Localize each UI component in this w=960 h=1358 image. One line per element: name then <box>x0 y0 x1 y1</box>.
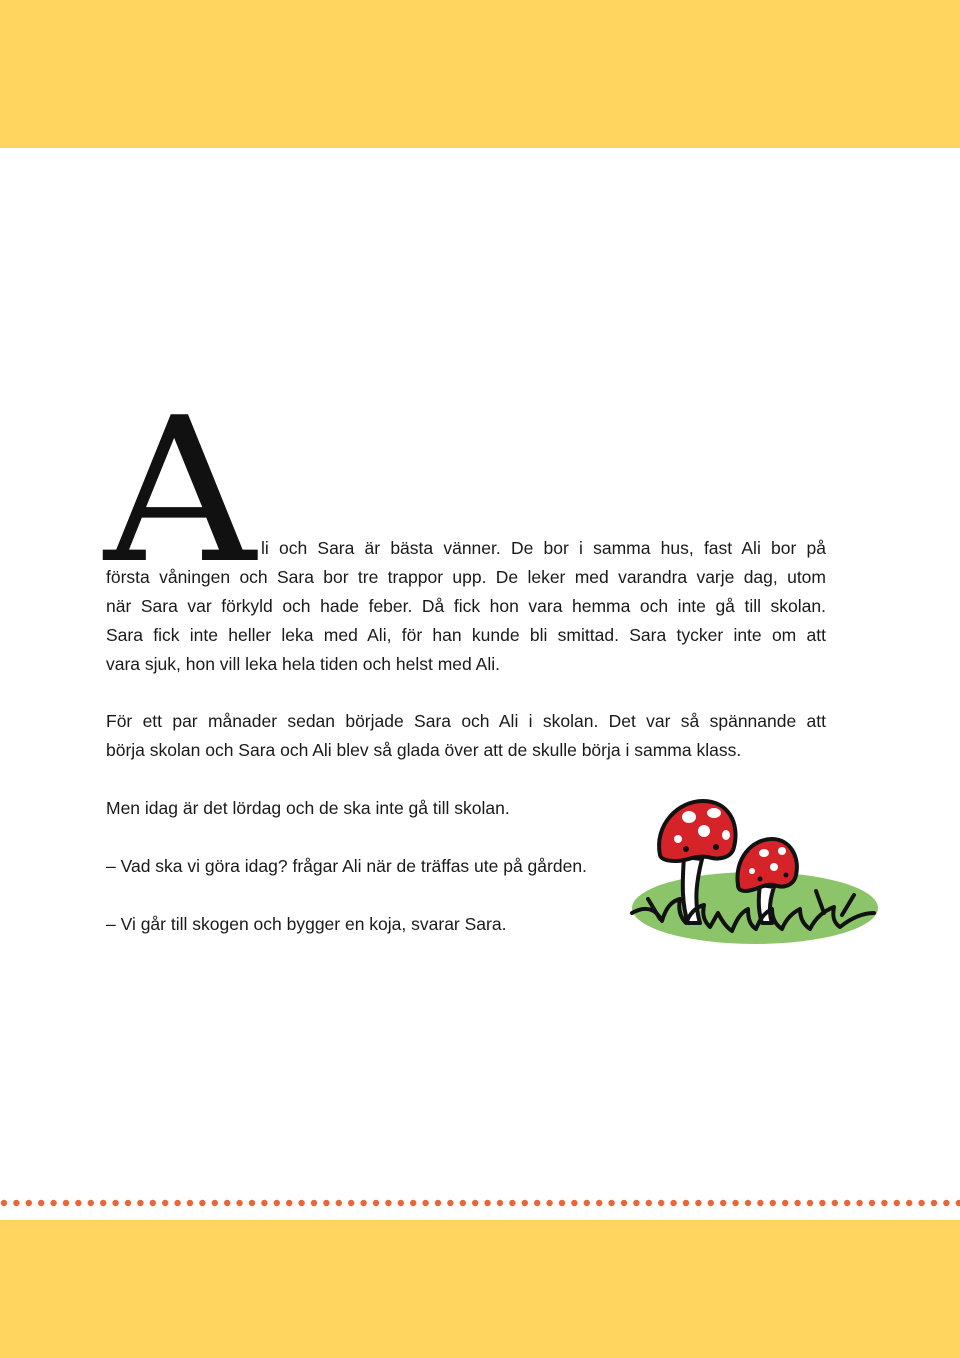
divider-dot <box>782 1200 788 1206</box>
text-line: Men idag är det lördag och de ska inte gå till skolan. <box>106 798 510 818</box>
divider-dot <box>75 1200 81 1206</box>
divider-dot <box>546 1200 552 1206</box>
divider-dot <box>807 1200 813 1206</box>
paragraph-intro <box>106 534 826 679</box>
divider-dot <box>869 1200 875 1206</box>
divider-dot <box>745 1200 751 1206</box>
divider-dot <box>757 1200 763 1206</box>
divider-dot <box>956 1200 960 1206</box>
divider-dot <box>422 1200 428 1206</box>
divider-dot <box>658 1200 664 1206</box>
divider-dot <box>646 1200 652 1206</box>
divider-dot <box>261 1200 267 1206</box>
divider-dot <box>323 1200 329 1206</box>
text-line: vara sjuk, hon vill leka hela tiden och helst med Ali. <box>106 654 500 674</box>
divider-dot <box>125 1200 131 1206</box>
text-line: första våningen och Sara bor tre trappor upp. De leker med varandra varje dag, utom <box>106 567 826 587</box>
divider-dot <box>596 1200 602 1206</box>
divider-dot <box>286 1200 292 1206</box>
divider-dot <box>311 1200 317 1206</box>
divider-dot <box>398 1200 404 1206</box>
top-yellow-band <box>0 0 960 148</box>
divider-dot <box>683 1200 689 1206</box>
text-line: För ett par månader sedan började Sara och Ali i skolan. Det var så spännande att <box>106 711 826 731</box>
divider-dot <box>695 1200 701 1206</box>
divider-dot <box>385 1200 391 1206</box>
divider-dot <box>522 1200 528 1206</box>
divider-dot <box>708 1200 714 1206</box>
divider-dot <box>162 1200 168 1206</box>
divider-dot <box>38 1200 44 1206</box>
divider-dot <box>497 1200 503 1206</box>
divider-dot <box>435 1200 441 1206</box>
text-line: Sara fick inte heller leka med Ali, för han kunde bli smittad. Sara tycker inte om att <box>106 625 826 645</box>
paragraph-school <box>106 707 826 765</box>
divider-dot <box>336 1200 342 1206</box>
divider-dot <box>633 1200 639 1206</box>
divider-dot <box>534 1200 540 1206</box>
divider-dot <box>770 1200 776 1206</box>
divider-dot <box>732 1200 738 1206</box>
divider-dot <box>943 1200 949 1206</box>
divider-dot <box>212 1200 218 1206</box>
divider-dot <box>249 1200 255 1206</box>
divider-dot <box>472 1200 478 1206</box>
divider-dot <box>13 1200 19 1206</box>
small-mushroom-cap <box>737 839 796 891</box>
bottom-yellow-band <box>0 1220 960 1358</box>
divider-dot <box>199 1200 205 1206</box>
divider-dot <box>360 1200 366 1206</box>
divider-dot <box>100 1200 106 1206</box>
divider-dot <box>274 1200 280 1206</box>
text-line: – Vad ska vi göra idag? frågar Ali när de träffas ute på gården. <box>106 856 587 876</box>
divider-dot <box>621 1200 627 1206</box>
text-line: när Sara var förkyld och hade feber. Då fick hon vara hemma och inte gå till skolan. <box>106 596 826 616</box>
divider-dot <box>1 1200 7 1206</box>
divider-dot <box>50 1200 56 1206</box>
divider-dot <box>832 1200 838 1206</box>
divider-dot <box>224 1200 230 1206</box>
divider-dot <box>931 1200 937 1206</box>
divider-dot <box>112 1200 118 1206</box>
divider-dot <box>856 1200 862 1206</box>
drop-cap-letter: A <box>104 375 256 608</box>
divider-dot <box>559 1200 565 1206</box>
divider-dot <box>26 1200 32 1206</box>
divider-dot <box>236 1200 242 1206</box>
mushrooms-illustration <box>628 795 880 950</box>
divider-dot <box>348 1200 354 1206</box>
dotted-divider <box>0 1197 960 1209</box>
divider-dot <box>670 1200 676 1206</box>
divider-dot <box>906 1200 912 1206</box>
divider-dot <box>298 1200 304 1206</box>
divider-dot <box>88 1200 94 1206</box>
divider-dot <box>174 1200 180 1206</box>
divider-dot <box>881 1200 887 1206</box>
divider-dot <box>373 1200 379 1206</box>
divider-dot <box>447 1200 453 1206</box>
text-line: börja skolan och Sara och Ali blev så glada över att de skulle börja i samma klass. <box>106 740 742 760</box>
divider-dot <box>150 1200 156 1206</box>
divider-dot <box>720 1200 726 1206</box>
divider-dot <box>608 1200 614 1206</box>
divider-dot <box>819 1200 825 1206</box>
divider-dot <box>410 1200 416 1206</box>
divider-dot <box>187 1200 193 1206</box>
divider-dot <box>63 1200 69 1206</box>
text-line: – Vi går till skogen och bygger en koja, svarar Sara. <box>106 914 507 934</box>
divider-dot <box>918 1200 924 1206</box>
divider-dot <box>584 1200 590 1206</box>
divider-dot <box>844 1200 850 1206</box>
divider-dot <box>894 1200 900 1206</box>
divider-dot <box>794 1200 800 1206</box>
divider-dot <box>137 1200 143 1206</box>
text-line: li och Sara är bästa vänner. De bor i samma hus, fast Ali bor på <box>261 538 826 558</box>
divider-dot <box>460 1200 466 1206</box>
divider-dot <box>509 1200 515 1206</box>
divider-dot <box>571 1200 577 1206</box>
divider-dot <box>484 1200 490 1206</box>
